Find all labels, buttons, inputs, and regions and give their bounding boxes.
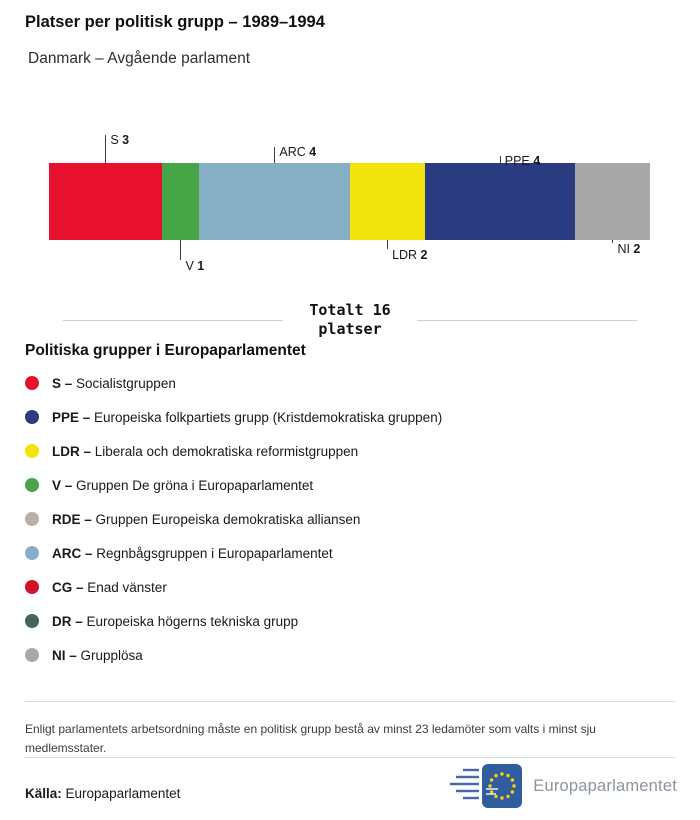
page-subtitle: Danmark – Avgående parlament <box>28 50 251 67</box>
callout-tick <box>612 240 613 243</box>
total-rule-left <box>63 320 283 321</box>
page-title: Platser per politisk grupp – 1989–1994 <box>25 13 325 31</box>
total-row <box>0 301 700 339</box>
legend-label: PPE – Europeiska folkpartiets grupp (Kristdemokratiska gruppen) <box>52 409 443 425</box>
legend-dot <box>25 376 39 390</box>
legend-dot <box>25 410 39 424</box>
total-rule-right <box>417 320 637 321</box>
callout-tick <box>387 240 388 249</box>
legend-label: LDR – Liberala och demokratiska reformistgruppen <box>52 443 359 459</box>
legend-dot <box>25 444 39 458</box>
callout-label: ARC 4 <box>279 145 317 159</box>
bar-segment-arc <box>199 163 349 240</box>
divider-bottom <box>25 757 675 758</box>
callout-tick <box>274 147 275 163</box>
europarl-logo-text: Europaparlamentet <box>533 776 677 795</box>
callout-tick <box>180 240 181 260</box>
callout-label: V 1 <box>185 259 205 273</box>
chart-area <box>49 133 650 273</box>
legend-list <box>25 366 675 672</box>
total-line1: Totalt 16 <box>309 301 391 319</box>
legend-item-v <box>25 468 675 502</box>
legend-dot <box>25 648 39 662</box>
source-value: Europaparlamentet <box>65 786 181 801</box>
stacked-bar <box>49 163 650 240</box>
callout-label: PPE 4 <box>504 154 541 168</box>
legend-label: CG – Enad vänster <box>52 579 167 595</box>
legend-item-ppe <box>25 400 675 434</box>
legend-item-dr <box>25 604 675 638</box>
legend-label: DR – Europeiska högerns tekniska grupp <box>52 613 299 629</box>
legend-label: S – Socialistgruppen <box>52 375 176 391</box>
legend-item-ldr <box>25 434 675 468</box>
europarl-logo-lockup <box>449 763 677 809</box>
legend-section <box>25 342 675 672</box>
legend-item-cg <box>25 570 675 604</box>
source-label: Källa: <box>25 786 62 801</box>
footnote: Enligt parlamentets arbetsordning måste en politisk grupp bestå av minst 23 ledamöter som valts i minst sju medlemsstater. <box>25 722 596 755</box>
total-label <box>283 301 416 339</box>
callout-label: S 3 <box>110 133 130 147</box>
legend-dot <box>25 614 39 628</box>
bar-segment-ppe <box>425 163 575 240</box>
legend-item-arc <box>25 536 675 570</box>
bar-segment-s <box>49 163 162 240</box>
legend-label: ARC – Regnbågsgruppen i Europaparlamentet <box>52 545 333 561</box>
legend-title: Politiska grupper i Europaparlamentet <box>25 342 306 359</box>
callout-label: LDR 2 <box>392 248 428 262</box>
legend-label: RDE – Gruppen Europeiska demokratiska alliansen <box>52 511 361 527</box>
legend-label: V – Gruppen De gröna i Europaparlamentet <box>52 477 314 493</box>
bar-segment-ni <box>575 163 650 240</box>
legend-item-s <box>25 366 675 400</box>
bar-segment-ldr <box>350 163 425 240</box>
legend-item-rde <box>25 502 675 536</box>
legend-label: NI – Grupplösa <box>52 647 143 663</box>
legend-dot <box>25 580 39 594</box>
bar-segment-v <box>162 163 200 240</box>
legend-item-ni <box>25 638 675 672</box>
callout-label: NI 2 <box>617 242 641 256</box>
callout-tick <box>105 135 106 163</box>
source-line <box>25 786 180 801</box>
europarl-logo-icon <box>449 763 523 809</box>
callout-tick <box>500 156 501 163</box>
legend-dot <box>25 546 39 560</box>
legend-dot <box>25 478 39 492</box>
legend-dot <box>25 512 39 526</box>
total-line2: platser <box>318 320 382 338</box>
divider-top <box>25 701 675 702</box>
